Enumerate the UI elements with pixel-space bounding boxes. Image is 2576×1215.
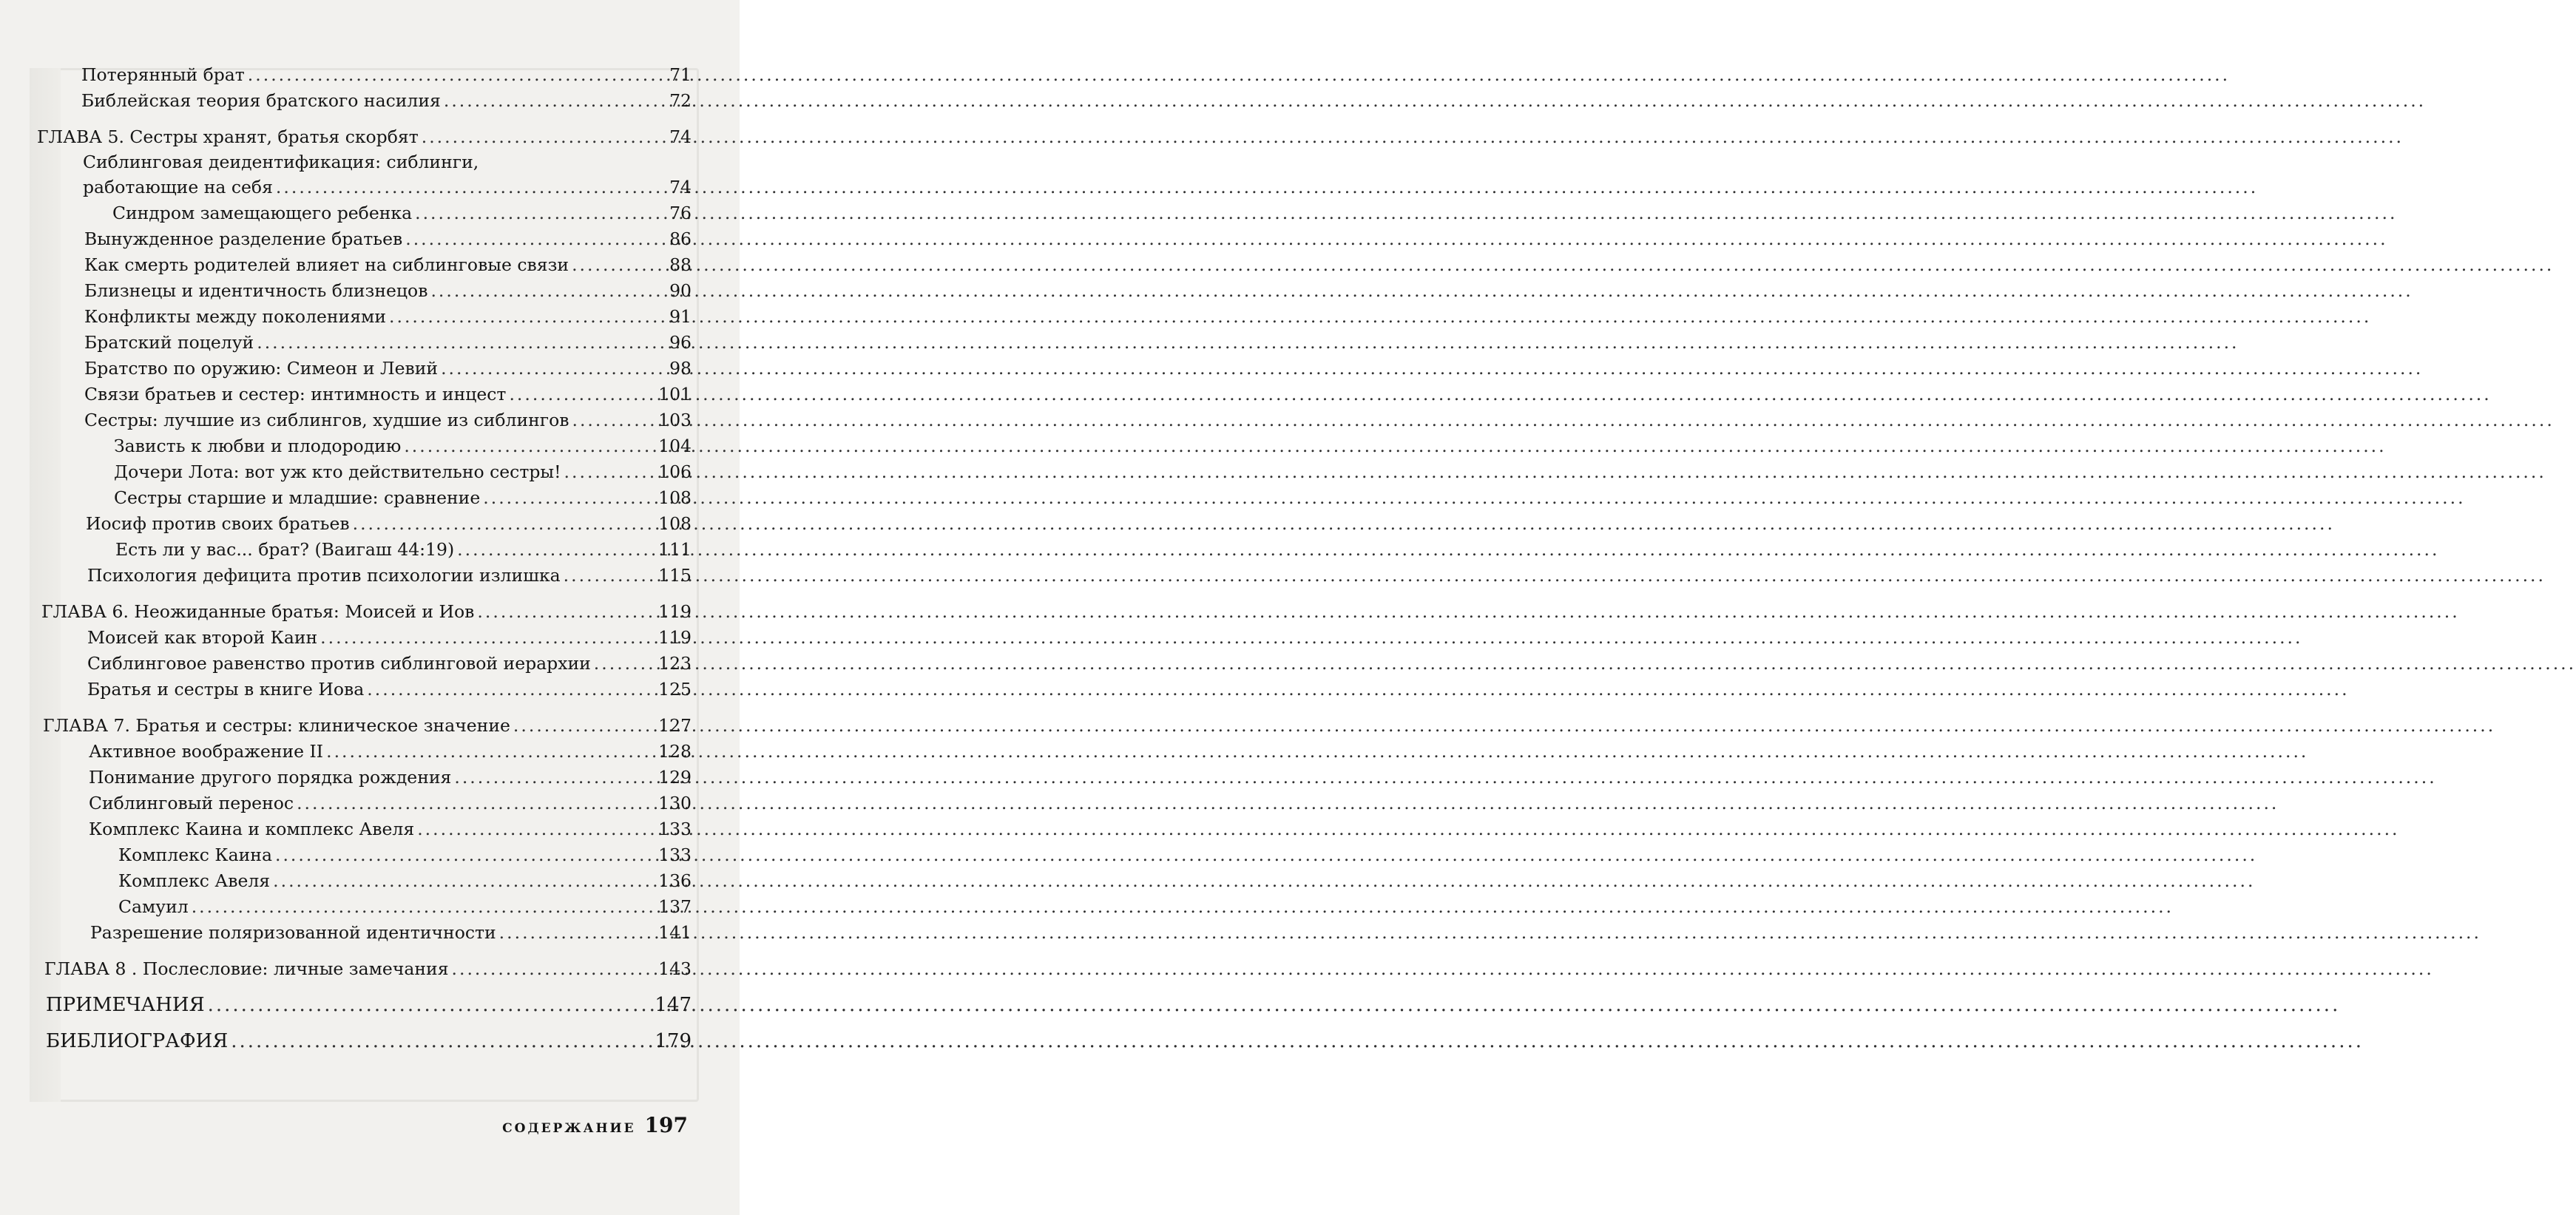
toc-entry	[37, 739, 692, 765]
dot-leader	[320, 625, 655, 651]
toc-entry-page: 98	[669, 358, 692, 379]
dot-leader	[444, 88, 666, 114]
toc-subentry	[37, 459, 692, 485]
toc-entry	[37, 278, 692, 304]
dot-leader	[389, 304, 666, 330]
toc-entry-page: 103	[658, 410, 692, 430]
dot-leader	[572, 252, 666, 278]
table-of-contents	[37, 62, 692, 1055]
toc-entry-line-1	[37, 150, 692, 175]
toc-entry-page: 125	[658, 679, 692, 700]
toc-entry-title: Комплекс Авеля	[118, 870, 271, 891]
toc-entry-title: Психология дефицита против психологии излишка	[87, 565, 561, 586]
toc-entry-title: Близнецы и идентичность близнецов	[84, 280, 428, 301]
toc-entry	[37, 407, 692, 433]
dot-leader	[509, 382, 655, 407]
toc-entry	[37, 677, 692, 703]
toc-section-title: БИБЛИОГРАФИЯ	[46, 1030, 229, 1052]
toc-chapter	[37, 599, 692, 625]
dot-leader	[457, 537, 655, 563]
toc-entry-title: Активное воображение II	[89, 741, 324, 762]
toc-entry-title: Сестры старшие и младшие: сравнение	[114, 487, 481, 508]
toc-entry-page: 119	[658, 601, 692, 622]
toc-subentry	[37, 842, 692, 868]
toc-entry	[37, 88, 692, 114]
toc-entry-line-2	[37, 175, 692, 200]
toc-entry-page: 136	[658, 870, 692, 891]
toc-entry-title: Библейская теория братского насилия	[81, 90, 441, 111]
toc-entry	[37, 920, 692, 946]
toc-entry-title: Синдром замещающего ребенка	[112, 203, 413, 223]
toc-entry-title: Конфликты между поколениями	[84, 306, 386, 327]
toc-chapter-title: ГЛАВА 6. Неожиданные братья: Моисей и Иов	[41, 601, 475, 622]
toc-entry-page: 74	[669, 177, 692, 197]
toc-section-bibliography	[37, 1029, 692, 1055]
toc-entry	[37, 765, 692, 791]
dot-leader	[572, 407, 655, 433]
dot-leader	[353, 511, 656, 537]
toc-entry	[37, 511, 692, 537]
dot-leader	[430, 278, 666, 304]
toc-entry-title: Сиблинговая деидентификация: сиблинги,	[83, 152, 479, 172]
toc-entry	[37, 356, 692, 382]
toc-entry-page: 115	[658, 565, 692, 586]
toc-chapter-title: ГЛАВА 8 . Послесловие: личные замечания	[44, 958, 449, 979]
toc-chapter	[37, 713, 692, 739]
toc-subentry	[37, 868, 692, 894]
dot-leader	[477, 599, 655, 625]
toc-entry-title: Моисей как второй Каин	[87, 627, 318, 648]
toc-entry-page: 76	[669, 203, 692, 223]
toc-chapter-title: ГЛАВА 7. Братья и сестры: клиническое значение	[43, 715, 510, 736]
dot-leader	[275, 842, 655, 868]
toc-entry-page: 130	[658, 793, 692, 813]
running-footer	[502, 1113, 688, 1137]
toc-entry-page: 101	[658, 384, 692, 405]
toc-entry	[37, 651, 692, 677]
dot-leader	[192, 894, 655, 920]
dot-leader	[404, 433, 655, 459]
toc-chapter	[37, 956, 692, 982]
toc-entry-page: 133	[658, 845, 692, 865]
toc-section-notes	[37, 992, 692, 1018]
dot-leader	[499, 920, 655, 946]
toc-entry-title: Самуил	[118, 896, 189, 917]
toc-entry-title: Есть ли у вас... брат? (Ваигаш 44:19)	[115, 539, 455, 560]
toc-entry-title-continued: работающие на себя	[83, 177, 273, 197]
dot-leader	[483, 485, 655, 511]
toc-entry-page: 72	[669, 90, 692, 111]
toc-entry-page: 90	[669, 280, 692, 301]
dot-leader	[422, 124, 666, 150]
toc-entry-title: Комплекс Каина	[118, 845, 272, 865]
dot-leader	[248, 62, 666, 88]
toc-entry-page: 106	[658, 461, 692, 482]
toc-entry	[37, 563, 692, 589]
toc-subentry	[37, 894, 692, 920]
toc-chapter	[37, 124, 692, 150]
toc-entry-title: Потерянный брат	[81, 64, 245, 85]
toc-entry-page: 108	[658, 487, 692, 508]
toc-entry-page: 147	[655, 994, 692, 1016]
toc-subentry	[37, 433, 692, 459]
toc-entry-title: Связи братьев и сестер: интимность и инцест	[84, 384, 507, 405]
toc-entry-page: 137	[658, 896, 692, 917]
toc-entry-page: 123	[658, 653, 692, 674]
dot-leader	[594, 651, 655, 677]
toc-entry-title: Разрешение поляризованной идентичности	[90, 922, 496, 943]
footer-page-number: 197	[644, 1113, 688, 1137]
toc-entry	[37, 816, 692, 842]
toc-entry-title: Сиблинговый перенос	[89, 793, 294, 813]
toc-subentry	[37, 200, 692, 226]
toc-entry-page: 104	[658, 436, 692, 456]
toc-entry-title: Сиблинговое равенство против сиблинговой иерархии	[87, 653, 591, 674]
dot-leader	[231, 1029, 652, 1055]
toc-entry	[37, 62, 692, 88]
toc-entry-title: Комплекс Каина и комплекс Авеля	[89, 819, 415, 839]
dot-leader	[454, 765, 655, 791]
toc-entry	[37, 625, 692, 651]
toc-entry-title: Как смерть родителей влияет на сиблинговые связи	[84, 254, 569, 275]
dot-leader	[417, 816, 655, 842]
dot-leader	[326, 739, 655, 765]
toc-entry	[37, 330, 692, 356]
toc-subentry	[37, 485, 692, 511]
dot-leader	[257, 330, 666, 356]
toc-entry-title: Братство по оружию: Симеон и Левий	[84, 358, 439, 379]
toc-entry-page: 111	[658, 539, 692, 560]
footer-section-label: СОДЕРЖАНИЕ	[502, 1121, 636, 1136]
dot-leader	[452, 956, 656, 982]
toc-entry-title: Братья и сестры в книге Иова	[87, 679, 365, 700]
toc-entry	[37, 252, 692, 278]
toc-entry-title: Зависть к любви и плодородию	[114, 436, 402, 456]
toc-entry-page: 91	[669, 306, 692, 327]
toc-entry-page: 129	[658, 767, 692, 788]
toc-entry	[37, 791, 692, 816]
toc-subentry	[37, 537, 692, 563]
toc-entry-page: 179	[655, 1030, 692, 1052]
toc-entry	[37, 382, 692, 407]
toc-entry-page: 96	[669, 332, 692, 353]
toc-entry-title: Сестры: лучшие из сиблингов, худшие из сиблингов	[84, 410, 569, 430]
toc-entry-page: 86	[669, 229, 692, 249]
toc-entry-page: 119	[658, 627, 692, 648]
dot-leader	[405, 226, 666, 252]
toc-entry-page: 127	[658, 715, 692, 736]
toc-entry-title: Братский поцелуй	[84, 332, 254, 353]
dot-leader	[367, 677, 655, 703]
dot-leader	[273, 868, 655, 894]
toc-entry-page: 143	[658, 958, 692, 979]
book-page	[0, 0, 740, 1215]
toc-entry-title: Дочери Лота: вот уж кто действительно сестры!	[114, 461, 561, 482]
dot-leader	[276, 175, 666, 200]
toc-entry-page: 108	[658, 513, 692, 534]
toc-entry-page: 74	[669, 126, 692, 147]
toc-chapter-title: ГЛАВА 5. Сестры хранят, братья скорбят	[37, 126, 419, 147]
toc-entry-title: Иосиф против своих братьев	[86, 513, 350, 534]
toc-entry	[37, 304, 692, 330]
toc-entry-page: 88	[669, 254, 692, 275]
toc-entry-page: 71	[669, 64, 692, 85]
toc-entry-page: 128	[658, 741, 692, 762]
dot-leader	[441, 356, 666, 382]
toc-entry	[37, 226, 692, 252]
dot-leader	[208, 992, 652, 1018]
toc-section-title: ПРИМЕЧАНИЯ	[46, 994, 205, 1016]
dot-leader	[564, 459, 656, 485]
dot-leader	[513, 713, 655, 739]
dot-leader	[564, 563, 655, 589]
dot-leader	[297, 791, 655, 816]
toc-entry-title: Понимание другого порядка рождения	[89, 767, 452, 788]
toc-entry-title: Вынужденное разделение братьев	[84, 229, 403, 249]
dot-leader	[415, 200, 666, 226]
toc-entry-page: 141	[658, 922, 692, 943]
toc-entry-page: 133	[658, 819, 692, 839]
